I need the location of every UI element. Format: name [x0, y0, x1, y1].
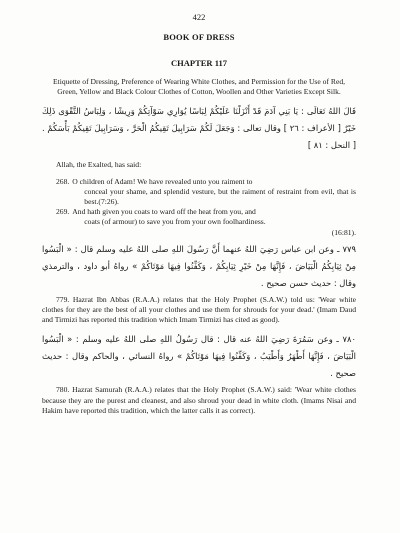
- hadith-779-translation: 779. Hazrat Ibn Abbas (R.A.A.) relates that the Holy Prophet (S.A.W.) told us: 'Wear white clothes for they are the best of all your clothes and use them for shrouds for your dead.' (Imam Daud and Tirmizi has reported this tradition which Imam Tirmizi has cited as good).: [42, 294, 356, 325]
- chapter-number: CHAPTER 117: [171, 58, 227, 68]
- hadith-780-translation: 780. Hazrat Samurah (R.A.A.) relates that the Holy Prophet (S.A.W.) said: 'Wear white clothes because they are the purest and cleanest, and also shroud your dead in white cloth. (Imams Nisai and Hakim have reported this tradition, which the latter calls it as correct).: [42, 385, 356, 415]
- hadith-780-arabic: ٧٨٠ ـ وعن سَمُرَةَ رَضِيَ اللهُ عنه قال : قال رَسُولُ اللهِ صلى اللهُ عليه وسلم : « الْبَسُوا الْبَيَاضَ ، فَإِنَّهَا أَطْهَرُ وَأَطْيَبُ ، وَكَفِّنُوا فِيهَا مَوْتَاكُمْ » رواهُ النسائي ، والحاكم وقال : حديث صحيح .: [42, 334, 356, 379]
- chapter-heading: Etiquette of Dressing, Preference of Wearing White Clothes, and Permission for the Use of Red, Green, Yellow and Black Colour Clothes of Cotton, Woollen and Other Varieties Except Silk.: [52, 77, 346, 97]
- verse-text-rest: coats (of armour) to save you from your own foolhardiness.: [84, 217, 266, 227]
- verse-text-first-line: And hath given you coats to ward off the heat from you, and: [72, 207, 256, 217]
- book-title: BOOK OF DRESS: [163, 32, 235, 42]
- verse-text-rest: conceal your shame, and splendid vesture, but the raiment of restraint from evil, that is best.(7:26).: [84, 186, 356, 207]
- verse-reference: (16:81).: [331, 227, 356, 237]
- intro-line: Allah, the Exalted, has said:: [56, 160, 142, 170]
- verse-translation: [42, 177, 356, 208]
- verse-translation: [42, 207, 356, 238]
- page-number: 422: [192, 12, 206, 22]
- verse-text-first-line: O children of Adam! We have revealed unto you raiment to: [72, 176, 253, 186]
- verse-number: 269.: [56, 207, 70, 217]
- quran-verse-arabic: قَالَ اللهُ تَعَالَى : يَا بَنِي آدَمَ قَدْ أَنْزَلْنَا عَلَيْكُمْ لِبَاسًا يُوَارِي سَوْآتِكُمْ وَرِيشًا ، وَلِبَاسُ التَّقْوَى ذَلِكَ خَيْرٌ [ الأعراف : ٢٦ ] وقال تعالى : وَجَعَلَ لَكُمْ سَرَابِيلَ تَقِيكُمُ الْحَرَّ ، وَسَرَابِيلَ تَقِيكُمْ بَأْسَكُمْ . [ النحل : ٨١ ]: [42, 106, 357, 151]
- hadith-779-arabic: ٧٧٩ ـ وعن ابن عباس رَضِيَ اللهُ عنهما أَنَّ رَسُولَ اللهِ صلى اللهُ عليه وسلم قال : « الْبَسُوا مِنْ ثِيَابِكُمُ الْبَيَاضَ ، فَإِنَّهَا مِنْ خَيْرِ ثِيَابِكُمْ ، وَكَفِّنُوا فِيهَا مَوْتَاكُمْ » رواهُ أبو داود ، والترمذي وقال : حديث حسن صحيح .: [42, 243, 356, 288]
- verse-number: 268.: [56, 176, 70, 186]
